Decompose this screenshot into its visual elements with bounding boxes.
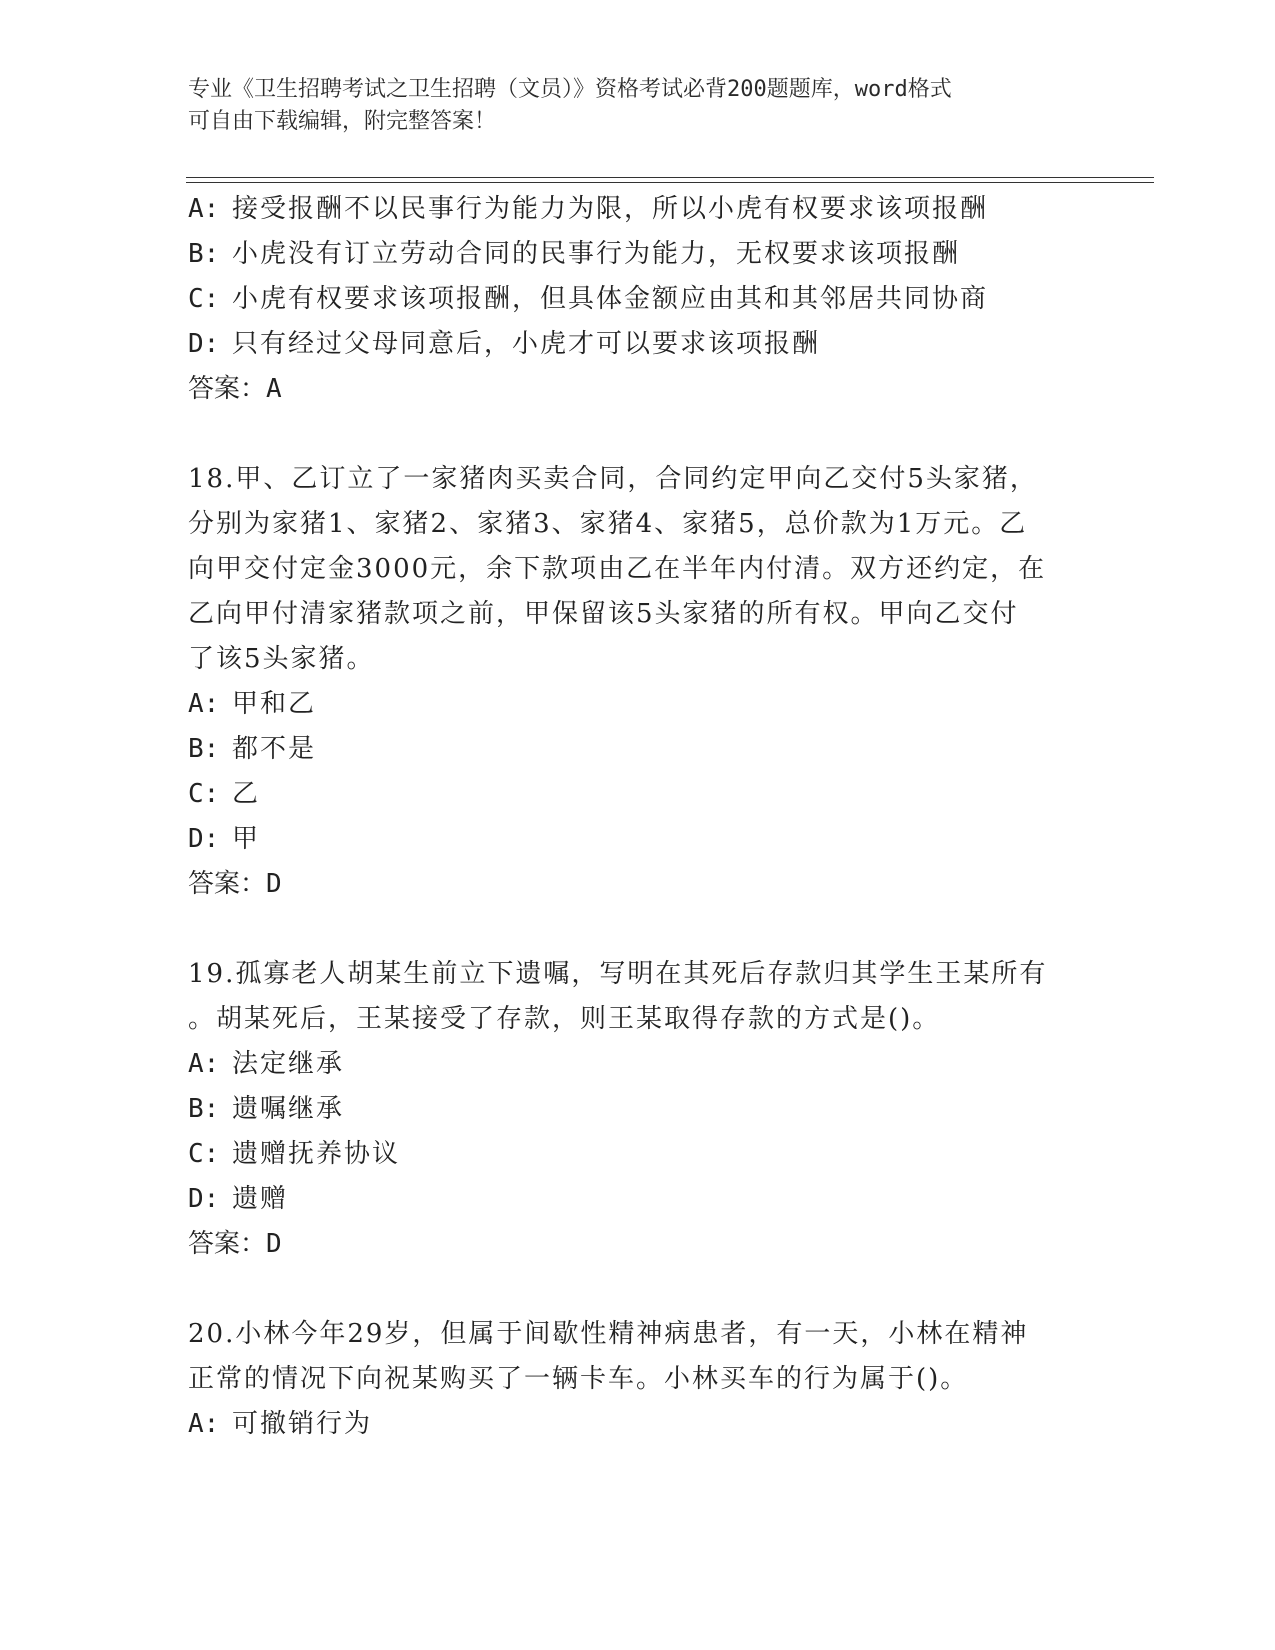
question-text-line: 20.小林今年29岁，但属于间歇性精神病患者，有一天，小林在精神	[188, 1319, 1029, 1349]
option-b	[188, 232, 1088, 277]
option-label: B:	[188, 239, 220, 269]
question-17	[188, 187, 1088, 412]
option-a	[188, 682, 1088, 727]
answer-value: D	[266, 869, 282, 899]
option-text: 接受报酬不以民事行为能力为限，所以小虎有权要求该项报酬	[232, 194, 989, 224]
option-c	[188, 1132, 1088, 1177]
answer-line	[188, 862, 1088, 907]
option-text: 小虎没有订立劳动合同的民事行为能力，无权要求该项报酬	[232, 239, 961, 269]
option-label: B:	[188, 734, 220, 764]
option-label: A:	[188, 689, 220, 719]
answer-prefix: 答案：	[188, 869, 267, 899]
question-text-line: 。胡某死后，王某接受了存款，则王某取得存款的方式是()。	[188, 1004, 941, 1034]
option-label: D:	[188, 1184, 220, 1214]
question-content	[188, 187, 1088, 1447]
question-text-line: 分别为家猪1、家猪2、家猪3、家猪4、家猪5，总价款为1万元。乙	[188, 509, 1028, 539]
option-label: C:	[188, 779, 220, 809]
option-d	[188, 322, 1088, 367]
answer-line	[188, 367, 1088, 412]
option-label: D:	[188, 824, 220, 854]
option-text: 遗赠	[232, 1184, 289, 1214]
question-text-line: 19.孤寡老人胡某生前立下遗嘱，写明在其死后存款归其学生王某所有	[188, 959, 1048, 989]
document-header	[188, 74, 1068, 138]
header-divider-bottom	[186, 182, 1154, 183]
option-c	[188, 772, 1088, 817]
option-text: 遗赠抚养协议	[232, 1139, 401, 1169]
option-text: 甲	[232, 824, 261, 854]
option-a	[188, 1042, 1088, 1087]
header-divider-top	[186, 177, 1154, 178]
option-text: 只有经过父母同意后，小虎才可以要求该项报酬	[232, 329, 821, 359]
answer-line	[188, 1222, 1088, 1267]
question-text-line: 18.甲、乙订立了一家猪肉买卖合同，合同约定甲向乙交付5头家猪，	[188, 464, 1038, 494]
option-label: D:	[188, 329, 220, 359]
option-label: A:	[188, 1409, 220, 1439]
option-b	[188, 1087, 1088, 1132]
answer-prefix: 答案：	[188, 374, 267, 404]
option-label: A:	[188, 194, 220, 224]
option-text: 遗嘱继承	[232, 1094, 345, 1124]
option-text: 法定继承	[232, 1049, 345, 1079]
option-text: 小虎有权要求该项报酬，但具体金额应由其和其邻居共同协商	[232, 284, 989, 314]
option-label: A:	[188, 1049, 220, 1079]
question-text-line: 正常的情况下向祝某购买了一辆卡车。小林买车的行为属于()。	[188, 1364, 969, 1394]
option-text: 可撤销行为	[232, 1409, 373, 1439]
answer-prefix: 答案：	[188, 1229, 267, 1259]
option-text: 乙	[232, 779, 261, 809]
header-title-line-2: 可自由下载编辑，附完整答案！	[188, 109, 497, 134]
option-d	[188, 1177, 1088, 1222]
question-20	[188, 1312, 1088, 1447]
header-title-line-1: 专业《卫生招聘考试之卫生招聘（文员）》资格考试必背200题题库，word格式	[188, 77, 952, 102]
answer-value: D	[266, 1229, 282, 1259]
answer-value: A	[266, 374, 282, 404]
option-label: C:	[188, 1139, 220, 1169]
question-text-line: 向甲交付定金3000元，余下款项由乙在半年内付清。双方还约定，在	[188, 554, 1047, 584]
question-18	[188, 457, 1088, 907]
option-d	[188, 817, 1088, 862]
option-c	[188, 277, 1088, 322]
option-label: C:	[188, 284, 220, 314]
option-a	[188, 1402, 1088, 1447]
question-19	[188, 952, 1088, 1267]
option-b	[188, 727, 1088, 772]
option-text: 甲和乙	[232, 689, 317, 719]
question-text-line: 乙向甲付清家猪款项之前，甲保留该5头家猪的所有权。甲向乙交付	[188, 599, 1019, 629]
option-text: 都不是	[232, 734, 317, 764]
question-text-line: 了该5头家猪。	[188, 644, 375, 674]
option-label: B:	[188, 1094, 220, 1124]
option-a	[188, 187, 1088, 232]
